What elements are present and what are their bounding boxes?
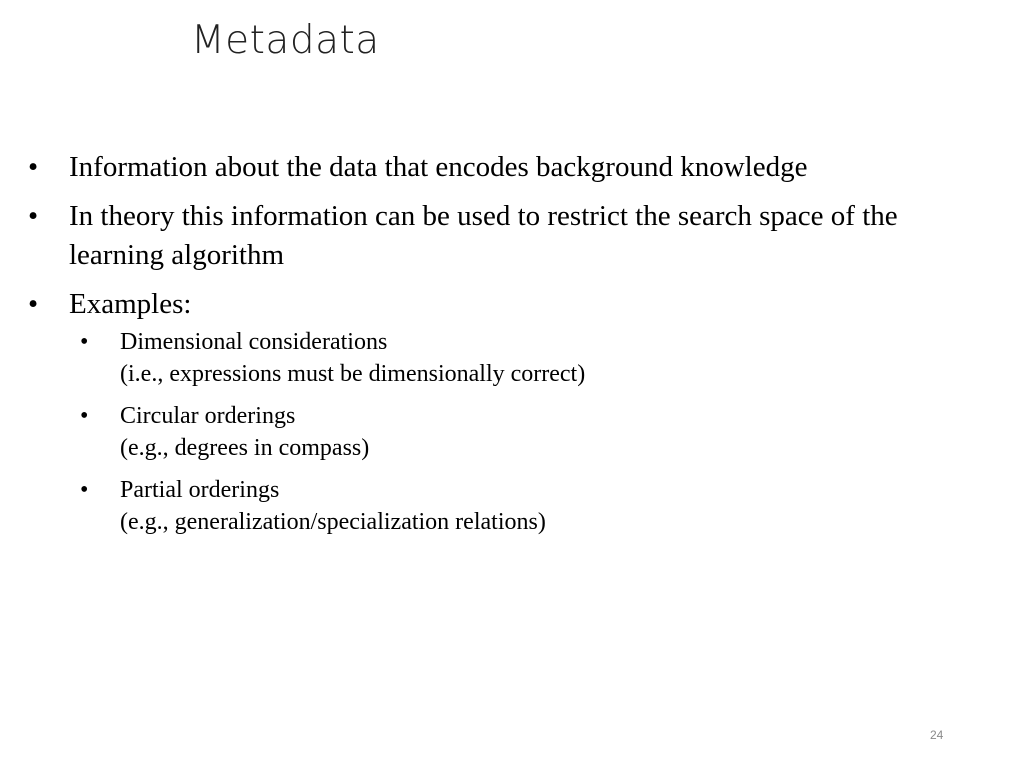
bullet-list (28, 148, 928, 548)
sub-bullet-item (69, 326, 928, 390)
sub-bullet-item (69, 400, 928, 464)
sub-bullet-line: (e.g., degrees in compass) (120, 435, 370, 461)
sub-bullet-line: (i.e., expressions must be dimensionally correct) (120, 361, 586, 387)
bullet-text: Examples: (69, 288, 192, 320)
sub-bullet-line: Circular orderings (120, 403, 296, 429)
bullet-item (28, 148, 928, 187)
sub-bullet-dot-icon: • (80, 329, 89, 355)
bullet-dot-icon: • (28, 200, 39, 232)
sub-bullet-item (69, 474, 928, 538)
bullet-dot-icon: • (28, 288, 39, 320)
bullet-item (28, 285, 928, 538)
slide-title: Metadata (191, 18, 380, 63)
sub-bullet-list (69, 326, 928, 538)
bullet-item (28, 197, 928, 275)
bullet-text: Information about the data that encodes background knowledge (69, 151, 808, 183)
sub-bullet-dot-icon: • (80, 403, 89, 429)
sub-bullet-line: Partial orderings (120, 477, 280, 503)
sub-bullet-line: (e.g., generalization/specialization relations) (120, 509, 546, 535)
page-number: 24 (930, 728, 944, 742)
bullet-text: In theory this information can be used to restrict the search space of the learning algorithm (69, 200, 898, 271)
sub-bullet-dot-icon: • (80, 477, 89, 503)
sub-bullet-line: Dimensional considerations (120, 329, 388, 355)
bullet-dot-icon: • (28, 151, 39, 183)
